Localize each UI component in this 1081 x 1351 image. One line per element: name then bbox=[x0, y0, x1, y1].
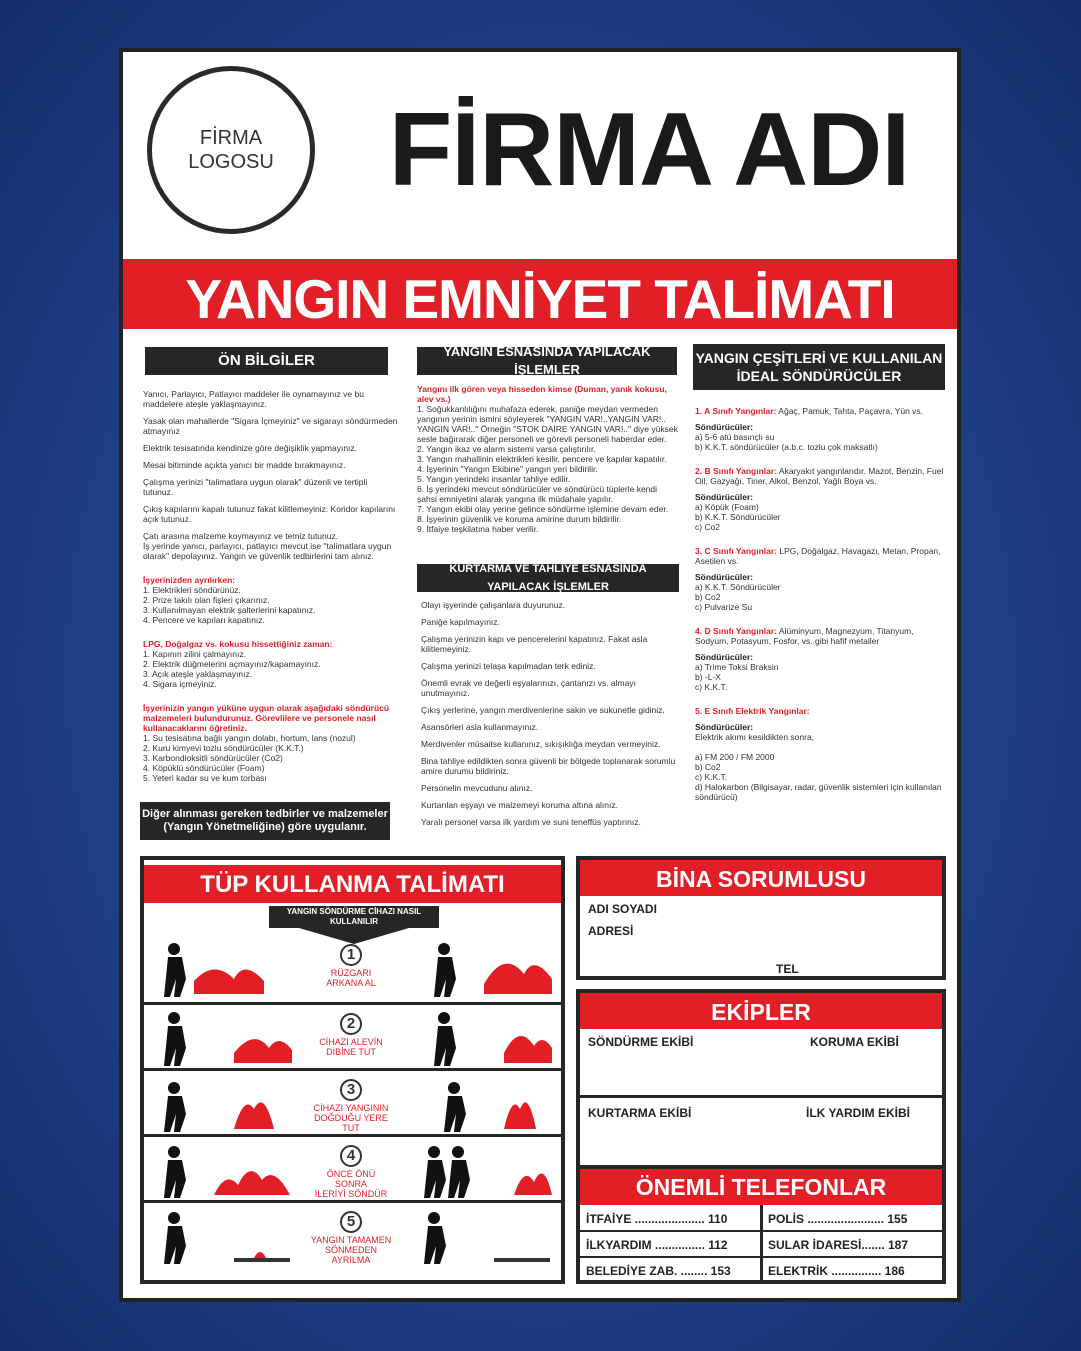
extinguisher-person-icon bbox=[154, 1074, 284, 1134]
phone-water: SULAR İDARESİ....... 187 bbox=[768, 1238, 909, 1252]
tube-step bbox=[144, 1134, 561, 1200]
extinguishers-list: a) Köpük (Foam) b) K.K.T. Söndürücüler c) Co2 bbox=[695, 502, 781, 532]
col1-para: Çıkış kapılarını kapalı tutunuz fakat kilitlemeyiniz. Koridor kapılarını açık tutunuz. bbox=[143, 504, 396, 524]
fire-class: 2. B Sınıfı Yangınlar: Akaryakıt yangınlarıdır. Mazot, Benzin, Fuel Oil, Gazyağı, Tiner, Alkol, Benzol, Yağlı Boya vs. bbox=[695, 466, 944, 486]
col3-body bbox=[695, 406, 947, 808]
rescue-item: Kurtarılan eşyayı ve malzemeyi koruma altına alınız. bbox=[421, 800, 618, 810]
rescue-item: Asansörleri asla kullanmayınız. bbox=[421, 722, 539, 732]
extinguisher-person-icon bbox=[154, 1008, 294, 1068]
rescue-item: Çalışma yerinizi telaşa kapılmadan terk ediniz. bbox=[421, 661, 596, 671]
firm-name: FİRMA ADI bbox=[388, 92, 910, 208]
extinguishers-label: Söndürücüler: bbox=[695, 652, 754, 662]
tube-step bbox=[144, 1068, 561, 1134]
rescue-item: Olayı işyerinde çalışanlara duyurunuz. bbox=[421, 600, 566, 610]
teams-box bbox=[576, 989, 946, 1169]
rescue-item: Çıkış yerlerine, yangın merdivenlerine sakin ve sukunetle gidiniz. bbox=[421, 705, 665, 715]
col1-heading: ÖN BİLGİLER bbox=[145, 347, 388, 375]
col2-body bbox=[417, 384, 679, 541]
tel-label: TEL bbox=[776, 962, 799, 976]
equip-title: İşyerinizin yangın yüküne uygun olarak aşağıdaki söndürücü malzemeleri bulundurunuz. Görevlilere ve personele nasıl kullanacaklarını öğretiniz. bbox=[143, 703, 390, 733]
name-label: ADI SOYADI bbox=[588, 902, 657, 916]
fire-class: 5. E Sınıfı Elektrik Yangınlar: bbox=[695, 706, 810, 716]
phones-box bbox=[576, 1169, 946, 1284]
divider bbox=[580, 1095, 942, 1098]
equip-list: 1. Su tesisatına bağlı yangın dolabı, hortum, lans (nozul) 2. Kuru kimyevi tozlu söndürücüler (K.K.T.) 3. Karbondioksitli söndürücüler (Co2) 4. Köpüklü söndürücüler (Foam) 5. Yeteri kadar su ve kum torbası bbox=[143, 733, 356, 783]
rescue-item: Merdivenler müsaitse kullanınız, sıkışıklığa meydan vermeyiniz. bbox=[421, 739, 661, 749]
step-number: 4 bbox=[340, 1145, 362, 1167]
extinguishing-team-label: SÖNDÜRME EKİBİ bbox=[588, 1035, 694, 1049]
col2-heading2: KURTARMA VE TAHLİYE ESNASINDA YAPILACAK İŞLEMLER bbox=[417, 564, 679, 592]
phone-electric: ELEKTRİK ............... 186 bbox=[768, 1264, 905, 1278]
col1-para: Yasak olan mahallerde "Sigara İçmeyiniz" ve sigarayı söndürmeden atmayınız bbox=[143, 416, 398, 436]
tube-subheading: YANGIN SÖNDÜRME CİHAZI NASIL KULLANILIR bbox=[269, 906, 439, 928]
step-caption: RÜZGARI ARKANA AL bbox=[326, 968, 376, 988]
extinguishers-label: Söndürücüler: bbox=[695, 422, 754, 432]
tube-step bbox=[144, 1002, 561, 1068]
extinguisher-person-icon bbox=[154, 1140, 294, 1200]
extinguishers-label: Söndürücüler: bbox=[695, 492, 754, 502]
extinguisher-person-icon bbox=[414, 1206, 554, 1266]
step-number: 2 bbox=[340, 1013, 362, 1035]
protection-team-label: KORUMA EKİBİ bbox=[810, 1035, 899, 1049]
tube-step bbox=[144, 936, 561, 1002]
phone-ambulance: İLKYARDIM ............... 112 bbox=[586, 1238, 728, 1252]
rescue-item: Önemli evrak ve değerli eşyalarınızı, çantanızı vs. almayı unutmayınız. bbox=[421, 678, 636, 698]
step-caption: YANGIN TAMAMEN SÖNMEDEN AYRILMA bbox=[310, 1235, 392, 1265]
divider bbox=[580, 1256, 942, 1258]
phone-fire: İTFAİYE ..................... 110 bbox=[586, 1212, 728, 1226]
building-manager-box bbox=[576, 856, 946, 980]
col1-para: Çatı arasına malzeme koymayınız ve temiz tutunuz. İş yerinde yanıcı, parlayıcı, patlayıcı mevcut ise "talimatlara uygun olarak" depolayınız. Yangın ve güvenlik tedbirlerini tam alınız. bbox=[143, 531, 392, 561]
fire-class: 4. D Sınıfı Yangınlar: Alüminyum, Magnezyum, Titanyum, Sodyum, Potasyum, Fosfor, vs. gibi hafif metaller bbox=[695, 626, 914, 646]
step-number: 3 bbox=[340, 1079, 362, 1101]
extinguisher-person-icon bbox=[424, 939, 554, 999]
extinguishers-label: Söndürücüler: bbox=[695, 722, 754, 732]
phone-police: POLİS ....................... 155 bbox=[768, 1212, 908, 1226]
tube-heading: TÜP KULLANMA TALİMATI bbox=[144, 865, 561, 903]
tube-instructions bbox=[140, 856, 565, 1284]
fire-intro: Yangını ilk gören veya hisseden kimse (Duman, yanık kokusu, alev vs.) bbox=[417, 384, 667, 404]
extinguisher-person-icon bbox=[424, 1074, 554, 1134]
address-label: ADRESİ bbox=[588, 924, 634, 938]
rescue-list bbox=[421, 600, 679, 834]
fire-class: 1. A Sınıfı Yangınlar: Ağaç, Pamuk, Tahta, Paçavra, Yün vs. bbox=[695, 406, 924, 416]
step-number: 1 bbox=[340, 944, 362, 966]
extinguishers-label: Söndürücüler: bbox=[695, 572, 754, 582]
divider bbox=[760, 1205, 763, 1280]
regulation-note: Diğer alınması gereken tedbirler ve malzemeler (Yangın Yönetmeliğine) göre uygulanır. bbox=[140, 802, 390, 840]
step-caption: ÖNCE ÖNÜ SONRA İLERİYİ SÖNDÜR bbox=[314, 1169, 388, 1199]
building-manager-heading: BİNA SORUMLUSU bbox=[580, 860, 942, 896]
rescue-item: Bina tahliye edildikten sonra güvenli bir bölgede toplanarak sorumlu amire durumu bildiriniz. bbox=[421, 756, 676, 776]
col1-body bbox=[143, 389, 399, 790]
col1-para: Elektrik tesisatında kendinize göre değişiklik yapmayınız. bbox=[143, 443, 358, 453]
extinguisher-person-icon bbox=[154, 1206, 294, 1266]
rescue-item: Yaralı personel varsa ilk yardım ve suni teneffüs yaptırınız. bbox=[421, 817, 641, 827]
rescue-item: Paniğe kapılmayınız. bbox=[421, 617, 500, 627]
col1-para: Mesai bitiminde açıkta yanıcı bir madde bırakmayınız. bbox=[143, 460, 346, 470]
lpg-list: 1. Kapının zilini çalmayınız. 2. Elektrik düğmelerini açmayınız/kapamayınız. 3. Açık ateşle yaklaşmayınız. 4. Sigara içmeyiniz. bbox=[143, 649, 321, 689]
first-aid-team-label: İLK YARDIM EKİBİ bbox=[806, 1106, 911, 1120]
fire-steps: 1. Soğukkanlılığını muhafaza ederek, paniğe meydan vermeden yangının yerinin ismini söyleyerek "YANGIN VAR!..YANGIN VAR!.. YANGIN VAR!.." Örneğin "STOK DAİRE YANGIN VAR!.." diye yüksek sesle bağırarak diğer personeli ve görevli personeli haberdar eder. 2. Yangın ikaz ve alarm sistemi varsa çalıştırılır. 3. Yangın mahallinin elektrikleri kesilir, pencere ve kapılar kapatılır. 4. İşyerinin "Yangın Ekibine" yangın yeri bildirilir. 5. Yangın yerindeki insanlar tahliye edilir. 6. İş yerindeki mevcut söndürücüler ve söndürücü tüplerle kendi şahsi emniyetini alarak yangına ilk müdahale yapılır. 7. Yangın ekibi olay yerine gelince söndürme işlemine devam eder. 8. İşyerinin güvenlik ve koruma amirine durum bildirilir. 9. İtfaiye teşkilatına haber verilir. bbox=[417, 404, 678, 534]
step-number: 5 bbox=[340, 1211, 362, 1233]
leaving-title: İşyerinizden ayrılırken: bbox=[143, 575, 236, 585]
fire-class: 3. C Sınıfı Yangınlar: LPG, Doğalgaz, Havagazı, Metan, Propan, Asetilen vs. bbox=[695, 546, 941, 566]
extinguishers-list: Elektrik akımı kesildikten sonra, a) FM 200 / FM 2000 b) Co2 c) K.K.T. d) Halokarbon (Bilgisayar, radar, güvenlik sistemleri için kullanılan söndürücü) bbox=[695, 732, 942, 802]
lpg-title: LPG, Doğalgaz vs. kokusu hissettiğiniz zaman: bbox=[143, 639, 333, 649]
extinguishers-list: a) 5-6 atü basınçlı su b) K.K.T. söndürücüler (a.b.c. tozlu çok maksatlı) bbox=[695, 432, 878, 452]
extinguishers-list: a) K.K.T. Söndürücüler b) Co2 c) Pulvarize Su bbox=[695, 582, 781, 612]
poster bbox=[119, 48, 961, 1302]
rescue-item: Çalışma yerinizin kapı ve pencerelerini kapatınız. Fakat asla kilitlemeyiniz. bbox=[421, 634, 648, 654]
col3-heading: YANGIN ÇEŞİTLERİ VE KULLANILAN İDEAL SÖNDÜRÜCÜLER bbox=[693, 344, 945, 390]
phone-municipal: BELEDİYE ZAB. ........ 153 bbox=[586, 1264, 731, 1278]
leaving-list: 1. Elektrikleri söndürünüz. 2. Prize takılı olan fişleri çıkarınız. 3. Kullanılmayan elektrik şalterlerini kapatınız. 4. Pencere ve kapıları kapatınız. bbox=[143, 585, 316, 625]
extinguisher-team-icon bbox=[414, 1140, 554, 1200]
extinguisher-person-icon bbox=[154, 939, 274, 999]
phones-heading: ÖNEMLİ TELEFONLAR bbox=[580, 1169, 942, 1205]
col1-para: Çalışma yerinizi "talimatlara uygun olarak" düzenli ve tertipli tutunuz. bbox=[143, 477, 368, 497]
firm-logo: FİRMA LOGOSU bbox=[147, 66, 315, 234]
col2-heading: YANGIN ESNASINDA YAPILACAK İŞLEMLER bbox=[417, 347, 677, 375]
divider bbox=[580, 1230, 942, 1232]
extinguishers-list: a) Trime Toksi Braksin b) -L-X c) K.K.T. bbox=[695, 662, 779, 692]
step-caption: CİHAZI YANGININ DOĞDUĞU YERE TUT bbox=[313, 1103, 389, 1133]
step-caption: CİHAZI ALEVİN DİBİNE TUT bbox=[319, 1037, 383, 1057]
rescue-item: Personelin mevcudunu alınız. bbox=[421, 783, 533, 793]
tube-step bbox=[144, 1200, 561, 1266]
rescue-team-label: KURTARMA EKİBİ bbox=[588, 1106, 692, 1120]
extinguisher-person-icon bbox=[414, 1008, 554, 1068]
teams-heading: EKİPLER bbox=[580, 993, 942, 1029]
poster-title: YANGIN EMNİYET TALİMATI bbox=[123, 259, 957, 329]
col1-para: Yanıcı, Parlayıcı, Patlayıcı maddeler ile oynamayınız ve bu maddelere ateşle yaklaşmayınız. bbox=[143, 389, 364, 409]
